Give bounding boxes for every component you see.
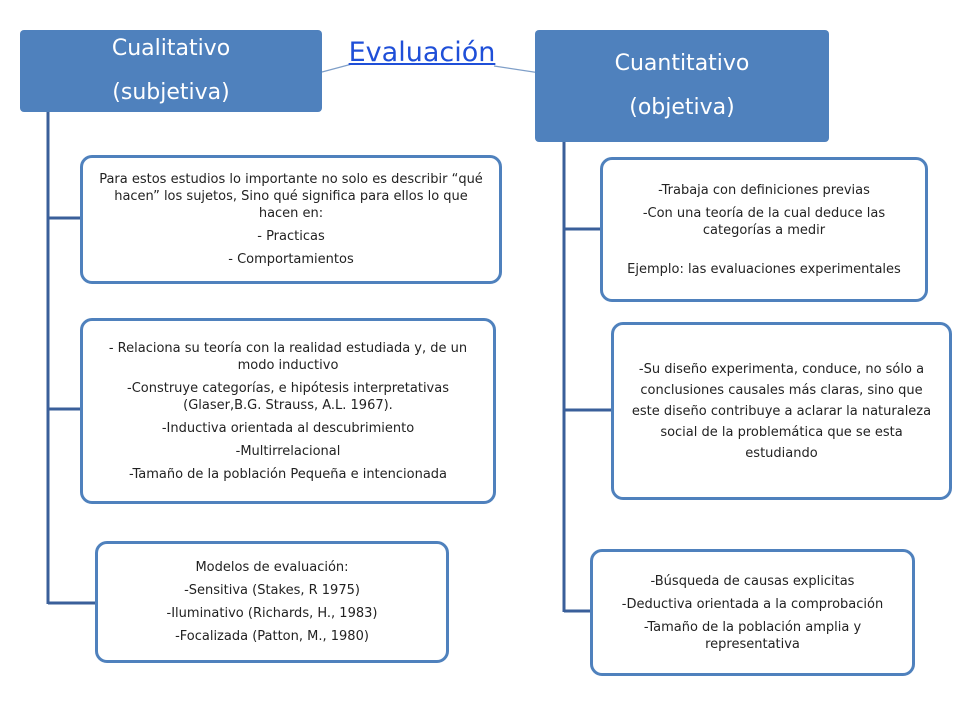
card-text: -Trabaja con definiciones previas (658, 182, 870, 198)
card-text: Para estos estudios lo importante no solo es describir “qué hacen” los sujetos, Sino qué significa para ellos lo que hacen en: (99, 172, 483, 221)
card-text: -Deductiva orientada a la comprobación (621, 596, 884, 612)
header-cualitativo (20, 30, 322, 112)
card-cuantitativo-2 (611, 322, 952, 500)
header-cuantitativo-line-1: Cuantitativo (614, 51, 750, 76)
card-text: -Búsqueda de causas explicitas (650, 573, 855, 589)
header-cualitativo-line-1: Cualitativo (111, 36, 231, 61)
card-cualitativo-1 (80, 155, 502, 284)
card-cuantitativo-1 (600, 157, 928, 302)
card-text: -Tamaño de la población Pequeña e intencionada (128, 466, 448, 482)
card-text: - Comportamientos (228, 252, 354, 267)
header-cuantitativo-line-2: (objetiva) (629, 95, 735, 120)
card-text: -Sensitiva (Stakes, R 1975) (184, 583, 360, 598)
card-text: -Iluminativo (Richards, H., 1983) (166, 606, 378, 621)
card-text: -Su diseño experimenta, conduce, no sólo a conclusiones causales más claras, sino que este diseño contribuye a aclarar la naturaleza social de la problemática que se esta estudiando (631, 361, 932, 461)
card-text: - Practicas (257, 229, 325, 244)
card-text: -Con una teoría de la cual deduce las categorías a medir (642, 205, 886, 238)
header-cualitativo-line-2: (subjetiva) (112, 80, 230, 105)
card-text: -Multirrelacional (235, 443, 341, 459)
card-text: -Tamaño de la población amplia y representativa (643, 619, 862, 652)
card-text: - Relaciona su teoría con la realidad estudiada y, de un modo inductivo (108, 340, 468, 373)
card-text: Modelos de evaluación: (195, 560, 349, 575)
card-text: -Inductiva orientada al descubrimiento (161, 420, 415, 436)
card-cuantitativo-3 (590, 549, 915, 676)
diagram-title: Evaluación (348, 37, 496, 68)
card-cualitativo-2 (80, 318, 496, 504)
card-text: -Construye categorías, e hipótesis interpretativas (Glaser,B.G. Strauss, A.L. 1967). (127, 380, 449, 413)
card-text: Ejemplo: las evaluaciones experimentales (627, 261, 901, 277)
header-cuantitativo (535, 30, 829, 142)
card-cualitativo-3 (95, 541, 449, 663)
card-text: -Focalizada (Patton, M., 1980) (175, 629, 369, 644)
